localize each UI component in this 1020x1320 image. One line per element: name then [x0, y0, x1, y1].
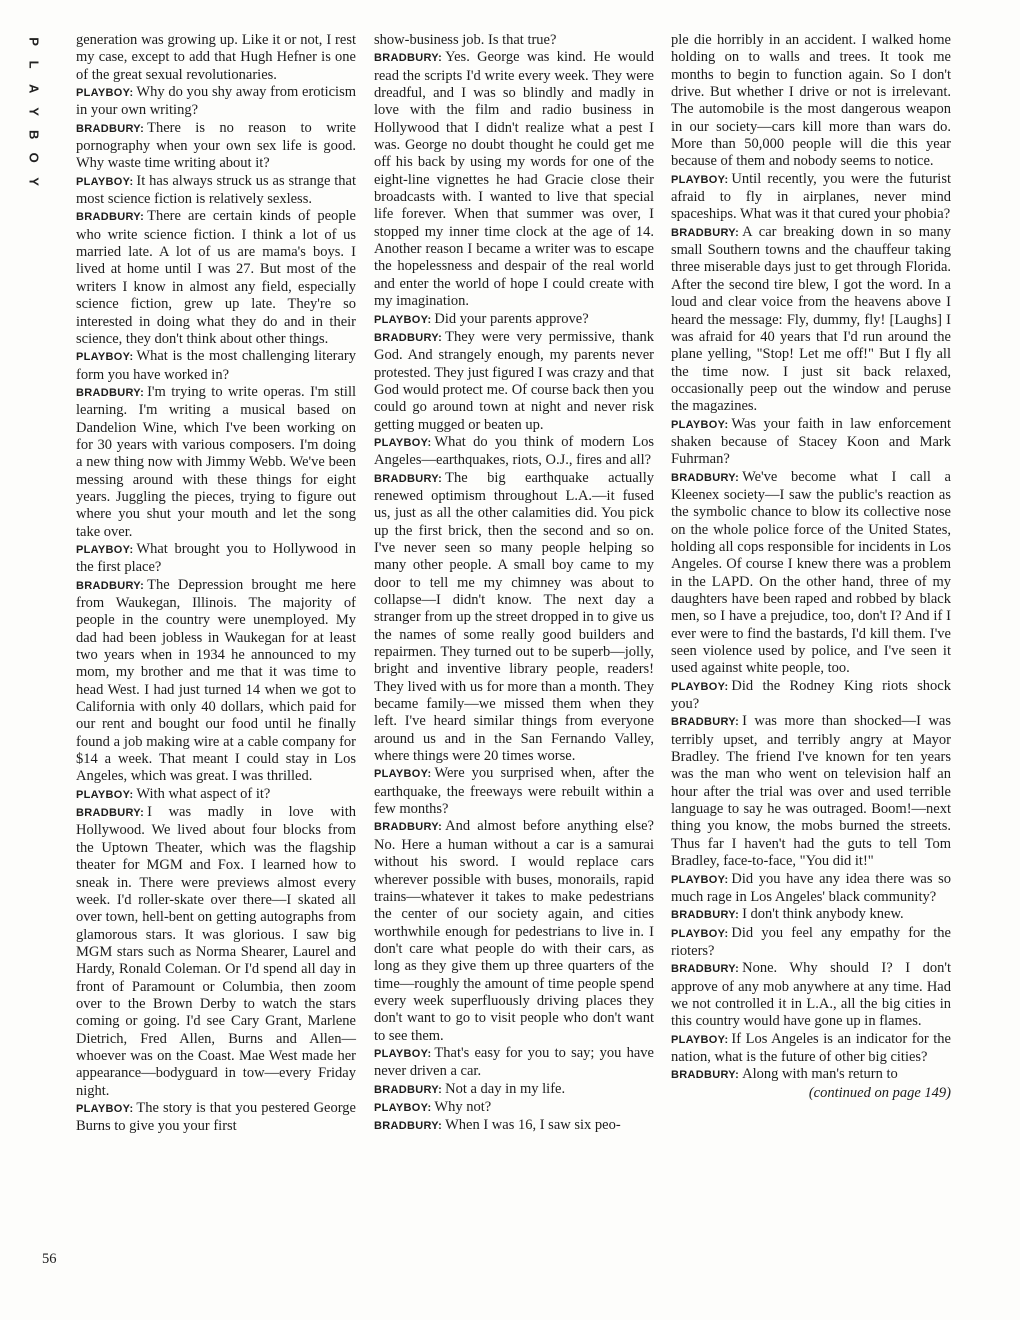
paragraph-text: What brought you to Hollywood in the first place?	[76, 540, 356, 576]
paragraph-text: ple die horribly in an accident. I walked home holding on to walls and trees. It took me months to begin to function again. So I don't drive. But whether I drive or not is irrelevant. The automobile is the most dangerous weapon in our society—cars kill more than wars do. More than 50,000 people will die this year because of them and nobody seems to notice.	[671, 32, 951, 170]
speaker-label: BRADBURY:	[76, 386, 145, 399]
speaker-label: BRADBURY:	[374, 472, 443, 485]
speaker-label: BRADBURY:	[671, 963, 740, 976]
sidebar-letter: L	[26, 60, 42, 69]
interview-paragraph	[374, 818, 654, 1044]
interview-paragraph	[374, 1099, 654, 1117]
speaker-label: PLAYBOY:	[76, 175, 134, 188]
interview-paragraph	[76, 786, 356, 804]
speaker-label: PLAYBOY:	[671, 173, 729, 186]
paragraph-text: Until recently, you were the futurist afraid to fly in airplanes, never mind spaceships. What was it that cured your phobia?	[671, 170, 951, 223]
text-column-1	[76, 32, 356, 1136]
speaker-label: PLAYBOY:	[76, 87, 134, 100]
sidebar-letter: Y	[26, 107, 42, 116]
interview-paragraph	[671, 960, 951, 1030]
paragraph-text: Were you surprised when, after the earthquake, the freeways were rebuilt within a few months?	[374, 765, 654, 818]
interview-paragraph	[671, 416, 951, 469]
paragraph-text: generation was growing up. Like it or not, I rest my case, except to add that Hugh Hefner is one of the great sexual revolutionaries.	[76, 32, 356, 83]
interview-paragraph	[671, 906, 951, 924]
speaker-label: PLAYBOY:	[76, 543, 134, 556]
interview-paragraph	[671, 925, 951, 961]
paragraph-text: Yes. George was kind. He would read the scripts I'd write every week. They were dreadful, and I was so blindly and madly in love with the film and radio business in Hollywood that I didn't realize what a pest I was. George no doubt thought he could get me off his back by using my words for one of the eight-line vignettes he had Gracie close their broadcasts with. I wanted to live that special life forever. When that summer was over, I stopped my inner time clock at the age of 14. Another reason I became a writer was to escape the hopelessness and despair of the real world and enter the world of hope I could create with my imagination.	[374, 49, 654, 310]
interview-paragraph	[374, 470, 654, 766]
interview-paragraph	[374, 329, 654, 434]
paragraph-text: It has always struck us as strange that most science fiction is relatively sexless.	[76, 172, 356, 208]
interview-paragraph	[671, 1031, 951, 1067]
interview-paragraph	[374, 1045, 654, 1081]
paragraph-text: They were very permissive, thank God. And strangely enough, my parents never protested. They just figured I was crazy and that God would protect me. Of course back then you could go around town at night and never risk getting mugged or beaten up.	[374, 328, 654, 433]
interview-paragraph	[374, 434, 654, 470]
speaker-label: PLAYBOY:	[374, 1101, 432, 1114]
interview-paragraph	[671, 678, 951, 714]
paragraph-text: Why do you shy away from eroticism in your own writing?	[76, 84, 356, 119]
paragraph-text: I was more than shocked—I was terribly upset, and terribly angry at Mayor Bradley. The friend I've known for ten years was the man who went on television half an hour after the trial was over and used terrible language to say he was outraged. Boom!—next thing you know, the mobs burned the streets. Thus far I haven't had the guts to tell Tom Bradley, face-to-face, "You did it!"	[671, 713, 951, 870]
paragraph-text: What do you think of modern Los Angeles—earthquakes, riots, O.J., fires and all?	[374, 433, 654, 469]
paragraph-text: I don't think anybody knew.	[742, 906, 904, 923]
sidebar-letter: Y	[26, 177, 42, 186]
speaker-label: PLAYBOY:	[76, 351, 134, 364]
paragraph-text: The story is that you pestered George Burns to give you your first	[76, 1099, 356, 1135]
interview-paragraph	[76, 173, 356, 209]
interview-paragraph	[76, 32, 356, 84]
interview-paragraph	[76, 804, 356, 1100]
paragraph-text: Did you feel any empathy for the rioters?	[671, 924, 951, 959]
interview-paragraph	[671, 32, 951, 171]
paragraph-text: I'm trying to write operas. I'm still learning. I'm writing a musical based on Dandelion Wine, which I've been working on for 30 years with various composers. I'm doing a new thing now with Jimmy Webb. We've been messing around with these things for eight years. Juggling the pieces, trying to figure out where you shut your mouth and let the song take over.	[76, 383, 356, 540]
paragraph-text: We've become what I call a Kleenex society—I saw the public's reaction as the symbolic chance to blow its collective nose on the whole police force of the United States, holding all cops responsible for incidents in Los Angeles. Of course I knew there was a problem in the LAPD. On the other hand, three of my daughters have been raped and robbed by black men, so I have a prejudice, too, don't I? And if I ever were to find the bastards, I'd kill them. I've seen violence used by police, and I've seen it used against white people, too.	[671, 468, 951, 677]
interview-paragraph	[671, 171, 951, 224]
sidebar-letter: O	[26, 153, 42, 164]
paragraph-text: When I was 16, I saw six peo-	[445, 1117, 621, 1134]
paragraph-text: If Los Angeles is an indicator for the nation, what is the future of other big cities?	[671, 1030, 951, 1065]
continuation-note: (continued on page 149)	[808, 1084, 951, 1101]
interview-paragraph	[374, 765, 654, 818]
speaker-label: PLAYBOY:	[671, 873, 729, 886]
speaker-label: PLAYBOY:	[671, 1033, 729, 1046]
speaker-label: PLAYBOY:	[671, 680, 729, 693]
sidebar-letter: B	[26, 130, 42, 140]
paragraph-text: That's easy for you to say; you have never driven a car.	[374, 1044, 654, 1080]
paragraph-text: None. Why should I? I don't approve of any mob anywhere at any time. Had we not controlled it in L.A., all the big cities in this country would have gone up in flames.	[671, 960, 951, 1030]
speaker-label: BRADBURY:	[76, 122, 145, 135]
paragraph-text: The big earthquake actually renewed optimism throughout L.A.—it fused us, just as all the other calamities did. You pick up the first brick, then the second and so on. I've never seen so many people helping so many other people. A small boy came to my door to tell me my chimney was about to collapse—I didn't know. The next day a stranger from up the street dropped in to give us the names of some really good builders and repairmen. They turned out to be superb—jolly, bright and inventive library people, readers! They lived with us for more than a month. They became family—we missed them when they left. I've heard similar things from everyone around us and in the San Fernando Valley, where things were 20 times worse.	[374, 469, 654, 765]
paragraph-text: There are certain kinds of people who write science fiction. I think a lot of us married late. A lot of us are mama's boys. I lived at home until I was 27. But most of the writers I know in almost any field, especially science fiction, grew up late. They're so interested in doing what they do and in their science, they don't think about other things.	[76, 208, 356, 347]
paragraph-text: Why not?	[434, 1098, 492, 1115]
interview-paragraph	[374, 1081, 654, 1099]
speaker-label: BRADBURY:	[374, 821, 443, 834]
paragraph-text: The Depression brought me here from Waukegan, Illinois. The majority of people in the country were unemployed. My dad had been jobless in Waukegan for at least two years when in 1934 he announced to my mom, my brother and me that it was time to head West. I had just turned 14 when we got to California with only 40 dollars, which paid for our rent and bought our food until he finally found a job making wire at a cable company for $14 a week. That meant I could stay in Los Angeles, which was great. I was thrilled.	[76, 576, 356, 785]
paragraph-text: What is the most challenging literary form you have worked in?	[76, 348, 356, 383]
speaker-label: BRADBURY:	[671, 716, 740, 729]
paragraph-text: Along with man's return to	[742, 1066, 898, 1083]
speaker-label: PLAYBOY:	[76, 788, 134, 801]
speaker-label: BRADBURY:	[374, 1120, 443, 1133]
speaker-label: BRADBURY:	[671, 1069, 740, 1082]
interview-paragraph	[76, 84, 356, 120]
speaker-label: PLAYBOY:	[671, 927, 729, 940]
interview-paragraph	[671, 871, 951, 907]
interview-paragraph	[76, 348, 356, 384]
magazine-sidebar-logo	[24, 30, 44, 193]
interview-paragraph	[671, 469, 951, 678]
paragraph-text: There is no reason to write pornography when your own sex life is good. Why waste time writing about it?	[76, 119, 356, 172]
interview-paragraph	[374, 1117, 654, 1135]
interview-paragraph	[76, 384, 356, 541]
interview-paragraph	[374, 49, 654, 310]
speaker-label: BRADBURY:	[374, 52, 443, 65]
speaker-label: BRADBURY:	[76, 211, 145, 224]
interview-paragraph	[671, 224, 951, 416]
sidebar-letter: A	[26, 83, 42, 93]
interview-paragraph	[76, 120, 356, 173]
speaker-label: BRADBURY:	[374, 331, 443, 344]
speaker-label: BRADBURY:	[76, 807, 145, 820]
paragraph-text: With what aspect of it?	[136, 785, 271, 802]
speaker-label: BRADBURY:	[671, 471, 740, 484]
speaker-label: PLAYBOY:	[374, 768, 432, 781]
page-number: 56	[42, 1251, 57, 1267]
paragraph-text: And almost before anything else? No. Here a human without a car is a samurai without his sword. I would replace cars wherever possible with buses, monorails, rapid trains—whatever it takes to make pedestrians the center of our society again, and cities worthwhile enough for pedestrians to live in. I don't care what people do with their cars, as long as they give them up three quarters of the time—roughly the amount of time people spend every week superfluously driving places they don't want to go to visit people who don't want to see them.	[374, 818, 654, 1044]
speaker-label: BRADBURY:	[671, 909, 740, 922]
paragraph-text: I was madly in love with Hollywood. We lived about four blocks from the Uptown Theater, which was the flagship theater for MGM and Fox. I learned how to sneak in. There were previews almost every week. I'd roller-skate over there—I skated all over town, hell-bent on getting autographs from glamorous stars. It was glorious. I saw big MGM stars such as Norma Shearer, Laurel and Hardy, Ronald Coleman. Or I'd spend all day in front of Paramount or Columbia, then zoom over to the Brown Derby to watch the stars coming or going. I'd see Cary Grant, Marlene Dietrich, Fred Allen, Burns and Allen—whoever was on the Coast. Mae West made her appearance—bodyguard in tow—every Friday night.	[76, 804, 356, 1099]
paragraph-text: show-business job. Is that true?	[374, 32, 557, 48]
speaker-label: BRADBURY:	[671, 226, 740, 239]
speaker-label: PLAYBOY:	[374, 1047, 432, 1060]
interview-paragraph	[671, 713, 951, 870]
speaker-label: PLAYBOY:	[671, 418, 729, 431]
speaker-label: PLAYBOY:	[374, 313, 432, 326]
speaker-label: PLAYBOY:	[76, 1102, 134, 1115]
speaker-label: BRADBURY:	[374, 1083, 443, 1096]
interview-paragraph	[76, 577, 356, 786]
interview-paragraph	[76, 208, 356, 348]
paragraph-text: Did your parents approve?	[434, 310, 589, 327]
paragraph-text: Did you have any idea there was so much rage in Los Angeles' black community?	[671, 870, 951, 905]
interview-paragraph	[76, 541, 356, 577]
paragraph-text: Did the Rodney King riots shock you?	[671, 677, 951, 713]
interview-paragraph	[76, 1100, 356, 1136]
speaker-label: BRADBURY:	[76, 579, 145, 592]
interview-paragraph	[374, 311, 654, 329]
text-column-2	[374, 32, 654, 1136]
interview-paragraph	[671, 1066, 951, 1084]
paragraph-text: A car breaking down in so many small Southern towns and the chauffeur taking three miserable days just to get through Florida. After the second tire blew, I got the word. In a loud and clear voice from the heavens above I heard the message: Fly, dummy, fly! [Laughs] I was afraid for 40 years that I'd run around the plane yelling, "Stop! Let me off!" But I fly all the time now. I just sit back relaxed, occasionally peep out the window and peruse the magazines.	[671, 223, 951, 415]
sidebar-letter: P	[26, 37, 42, 46]
paragraph-text: Was your faith in law enforcement shaken because of Stacey Koon and Mark Fuhrman?	[671, 415, 951, 468]
text-column-3	[671, 32, 951, 1102]
interview-paragraph	[374, 32, 654, 49]
speaker-label: PLAYBOY:	[374, 436, 432, 449]
paragraph-text: Not a day in my life.	[445, 1080, 566, 1097]
